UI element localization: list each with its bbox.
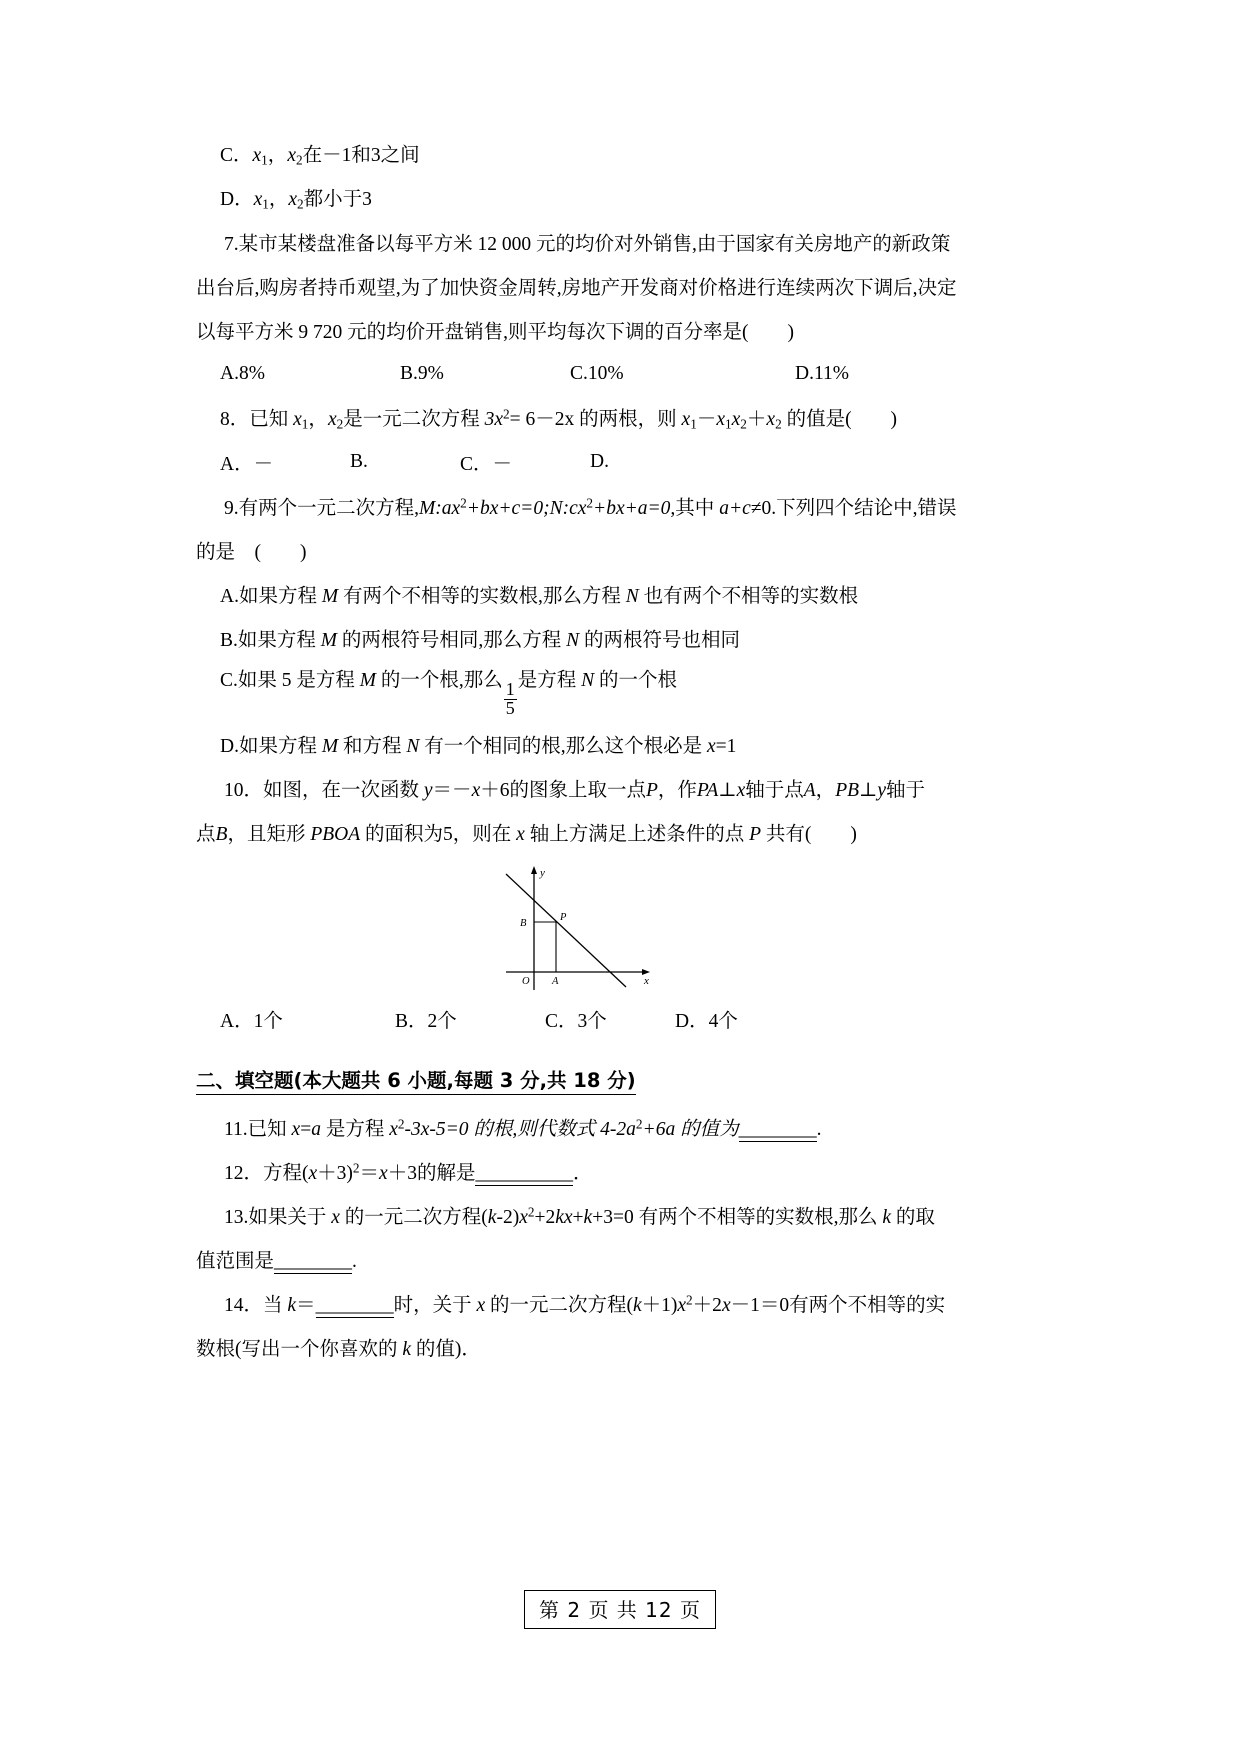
page-content [196,132,986,1369]
q7-option-a[interactable]: A.8% [220,363,265,384]
linear-function-line [506,874,626,987]
y-axis-arrow [531,866,537,874]
q9-option-a-text: A.如果方程 M 有两个不相等的实数根,那么方程 N 也有两个不相等的实数根 [220,586,859,607]
q7-line1-text: 7.某市某楼盘准备以每平方米 12 000 元的均价对外销售,由于国家有关房地产的新政策 [224,234,951,255]
q13-stem-line1 [224,1193,986,1237]
fraction-one-fifth: $\frac{1}{5}$ [505,679,515,719]
q8-option-d[interactable]: D. [590,451,609,472]
q6-option-d [220,176,986,220]
q7-stem-line2 [196,264,986,308]
q7-options [220,352,986,396]
page-number: 第 2 页 共 12 页 [524,1590,716,1629]
q9-stem-line1 [224,484,986,528]
point-B-label: B [520,918,527,929]
q11-text: 11.已知 x=a 是方程 $x^2-3x-5=0$ 的根,则代数式 $4-2a^2+6a$ 的值为________. [224,1116,822,1140]
q9-option-d[interactable] [220,722,986,766]
q9-option-b-text: B.如果方程 M 的两根符号相同,那么方程 N 的两根符号也相同 [220,630,741,651]
q8-options [220,440,986,484]
y-axis-label: y [540,867,545,879]
x-axis-label: x [644,975,649,987]
q10-stem-line2 [196,810,986,854]
q9-line1-text: 9.有两个一元二次方程$,M:ax^2+bx+c=0;N:cx^2+bx+a=0$,其中 a+c≠0.下列四个结论中,错误 [224,495,957,519]
q12-answer-blank[interactable]: __________ [475,1162,573,1184]
q10-figure [196,860,986,995]
q10-stem-line1 [224,766,986,810]
q10-option-c[interactable]: C．3个 [545,1011,607,1032]
q14-line1-text: 14．当 k＝________时，关于 x 的一元二次方程$(k+1)x^2+2x-1=0$有两个不相等的实 [224,1292,946,1316]
q12-text: 12．方程$(x+3)^2=x+3$的解是__________． [224,1160,593,1184]
q13-line1-text: 13.如果关于 x 的一元二次方程$(k-2)x^2+2kx+k+3=0$ 有两个不相等的实数根,那么 k 的取 [224,1204,935,1228]
q8-option-b[interactable]: B. [350,451,368,472]
q14-answer-blank[interactable]: ________ [315,1294,394,1316]
q9-option-c-text: C.如果 5 是方程 M 的一个根,那么 $\frac{1}{5}$ 是方程 N 的一个根 [220,669,678,719]
page-footer [0,1590,1240,1629]
q10-options [220,997,986,1041]
q9-option-a[interactable] [220,572,986,616]
q8-option-c[interactable]: C．－ [460,454,513,475]
q10-option-b[interactable]: B．2个 [395,1011,457,1032]
q9-option-b[interactable] [220,616,986,660]
q7-option-d[interactable]: D.11% [795,363,849,384]
coordinate-graph [476,860,696,995]
q13-answer-blank[interactable]: ________ [274,1250,353,1272]
q13-line2-text: 值范围是________. [196,1250,357,1272]
q7-option-b[interactable]: B.9% [400,363,444,384]
q6-option-c-text: C．$x_1$，$x_2$在－1和3之间 [220,145,420,168]
q8-stem [220,396,986,440]
q6-option-c [220,132,986,176]
section-2-heading [196,1055,986,1105]
q7-stem-line1 [224,220,986,264]
point-A-label: A [552,976,559,987]
q12-stem [224,1149,986,1193]
q10-option-a[interactable]: A．1个 [220,1011,283,1032]
q14-stem-line2 [196,1325,986,1369]
q7-line3-text: 以每平方米 9 720 元的均价开盘销售,则平均每次下调的百分率是( ) [196,322,794,343]
q7-option-c[interactable]: C.10% [570,363,624,384]
section-2-title: 二、填空题(本大题共 6 小题,每题 3 分,共 18 分) [196,1065,636,1095]
q11-answer-blank[interactable]: ________ [738,1118,817,1140]
q10-option-d[interactable]: D．4个 [675,1011,738,1032]
q13-stem-line2 [196,1237,986,1281]
q8-option-a[interactable]: A．－ [220,454,274,475]
q6-option-d-text: D．$x_1$，$x_2$都小于3 [220,189,372,212]
q10-line1-text: 10．如图，在一次函数 y＝－x＋6的图象上取一点P，作PA⊥x轴于点A，PB⊥y轴于 [224,780,926,801]
q14-line2-text: 数根(写出一个你喜欢的 k 的值)． [196,1339,481,1360]
q11-stem [224,1105,986,1149]
q10-line2-text: 点B，且矩形 PBOA 的面积为5，则在 x 轴上方满足上述条件的点 P 共有( ) [196,824,857,845]
q7-line2-text: 出台后,购房者持币观望,为了加快资金周转,房地产开发商对价格进行连续两次下调后,决定 [196,278,957,299]
q9-option-d-text: D.如果方程 M 和方程 N 有一个相同的根,那么这个根必是 x=1 [220,736,737,757]
origin-label: O [522,976,530,987]
q9-line2-text: 的是 ( ) [196,542,307,563]
q8-stem-text: 8．已知 $x_1$，$x_2$是一元二次方程 $3x^2= 6-2x$ 的两根，则 $x_1-x_1x_2+x_2$ 的值是( ) [220,406,898,432]
point-P-label: P [560,912,567,923]
q9-stem-line2 [196,528,986,572]
q9-option-c[interactable] [220,660,986,722]
q7-stem-line3 [196,308,986,352]
q14-stem-line1 [224,1281,986,1325]
